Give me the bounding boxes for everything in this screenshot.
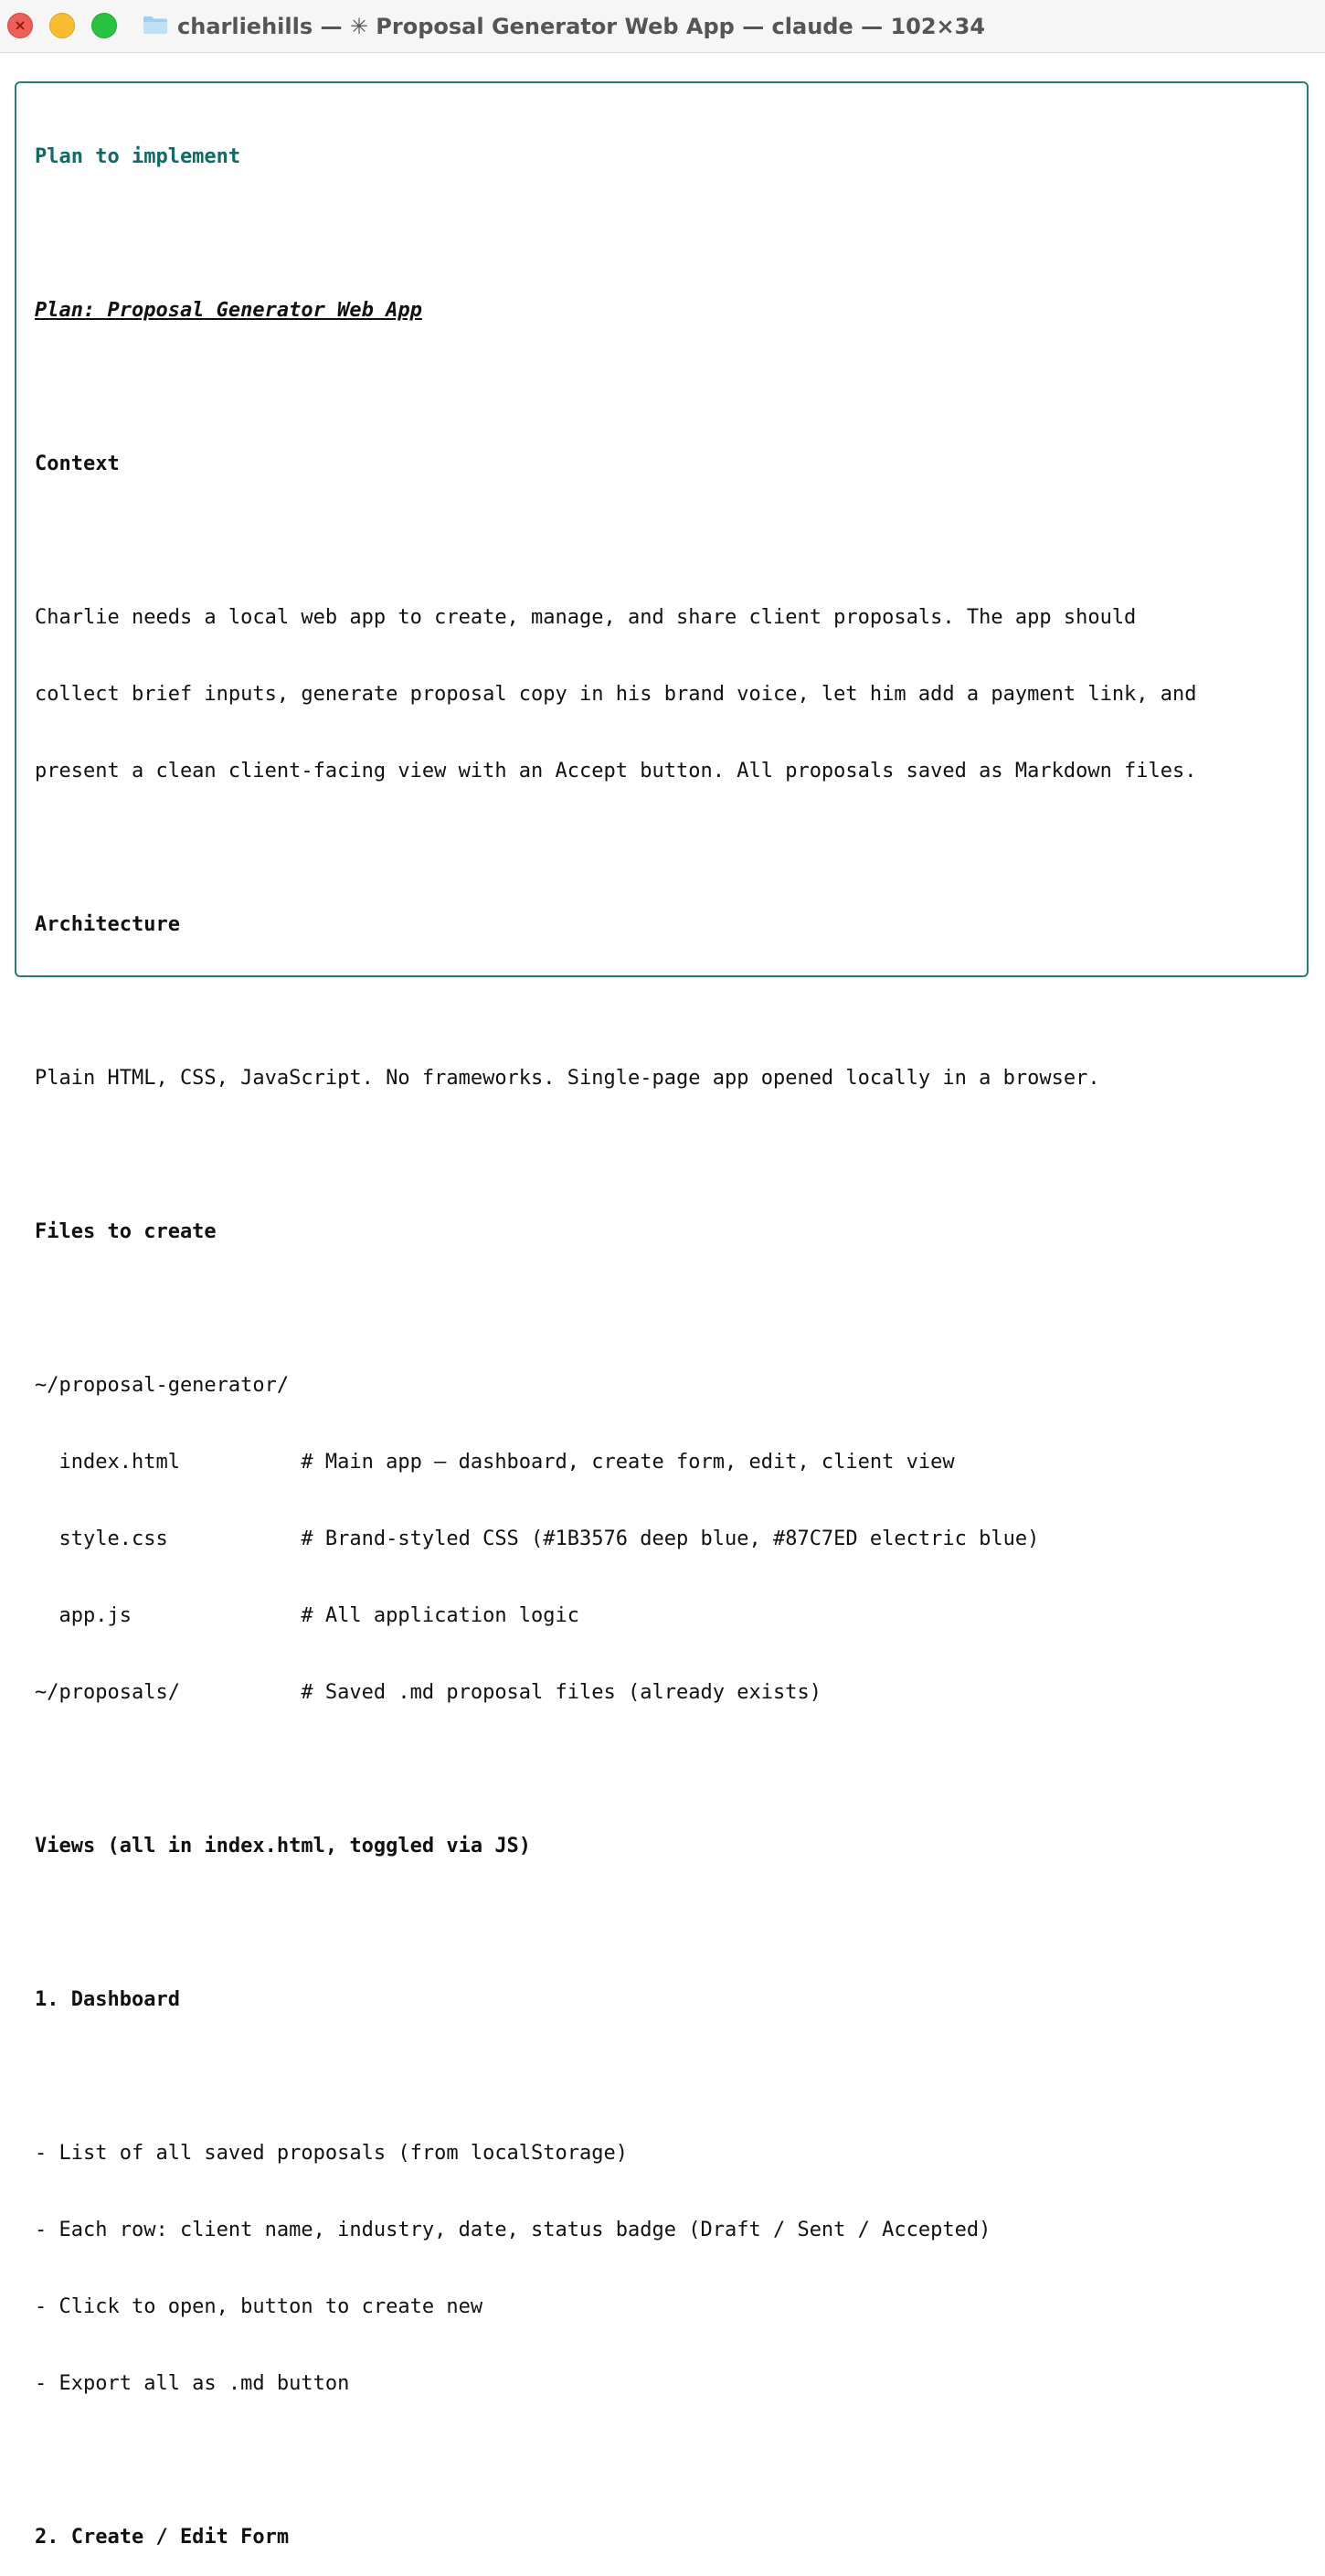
plan-content — [35, 93, 1305, 2576]
window-titlebar — [0, 0, 1325, 53]
architecture-heading: Architecture — [35, 913, 180, 936]
dashboard-item: - Click to open, button to create new — [35, 2295, 483, 2318]
file-tree-line: ~/proposal-generator/ — [35, 1374, 290, 1397]
window-title: charliehills — ✳ Proposal Generator Web App — claude — 102×34 — [177, 14, 986, 39]
close-window-button[interactable] — [7, 13, 33, 38]
plan-title: Plan: Proposal Generator Web App — [35, 299, 422, 322]
file-tree-line: ~/proposals/ # Saved .md proposal files (already exists) — [35, 1681, 822, 1704]
dashboard-heading: 1. Dashboard — [35, 1988, 180, 2011]
dashboard-item: - Each row: client name, industry, date, status badge (Draft / Sent / Accepted) — [35, 2219, 991, 2241]
context-line: Charlie needs a local web app to create, manage, and share client proposals. The app should — [35, 606, 1137, 629]
form-heading: 2. Create / Edit Form — [35, 2526, 290, 2549]
close-icon: × — [14, 16, 26, 34]
context-line: collect brief inputs, generate proposal copy in his brand voice, let him add a payment link, and — [35, 683, 1197, 706]
file-tree-line: app.js # All application logic — [35, 1604, 580, 1627]
dashboard-item: - List of all saved proposals (from localStorage) — [35, 2142, 629, 2165]
folder-icon — [143, 15, 168, 35]
context-line: present a clean client-facing view with an Accept button. All proposals saved as Markdown files. — [35, 760, 1197, 782]
file-tree-line: index.html # Main app — dashboard, create form, edit, client view — [35, 1451, 955, 1474]
views-heading: Views (all in index.html, toggled via JS) — [35, 1835, 532, 1857]
file-tree-line: style.css # Brand-styled CSS (#1B3576 deep blue, #87C7ED electric blue) — [35, 1528, 1040, 1550]
files-heading: Files to create — [35, 1220, 217, 1243]
plan-header: Plan to implement — [35, 145, 241, 168]
maximize-window-button[interactable] — [91, 13, 117, 38]
context-heading: Context — [35, 452, 120, 475]
dashboard-item: - Export all as .md button — [35, 2372, 350, 2395]
minimize-window-button[interactable] — [49, 13, 75, 38]
architecture-text: Plain HTML, CSS, JavaScript. No frameworks. Single-page app opened locally in a browser. — [35, 1067, 1100, 1090]
